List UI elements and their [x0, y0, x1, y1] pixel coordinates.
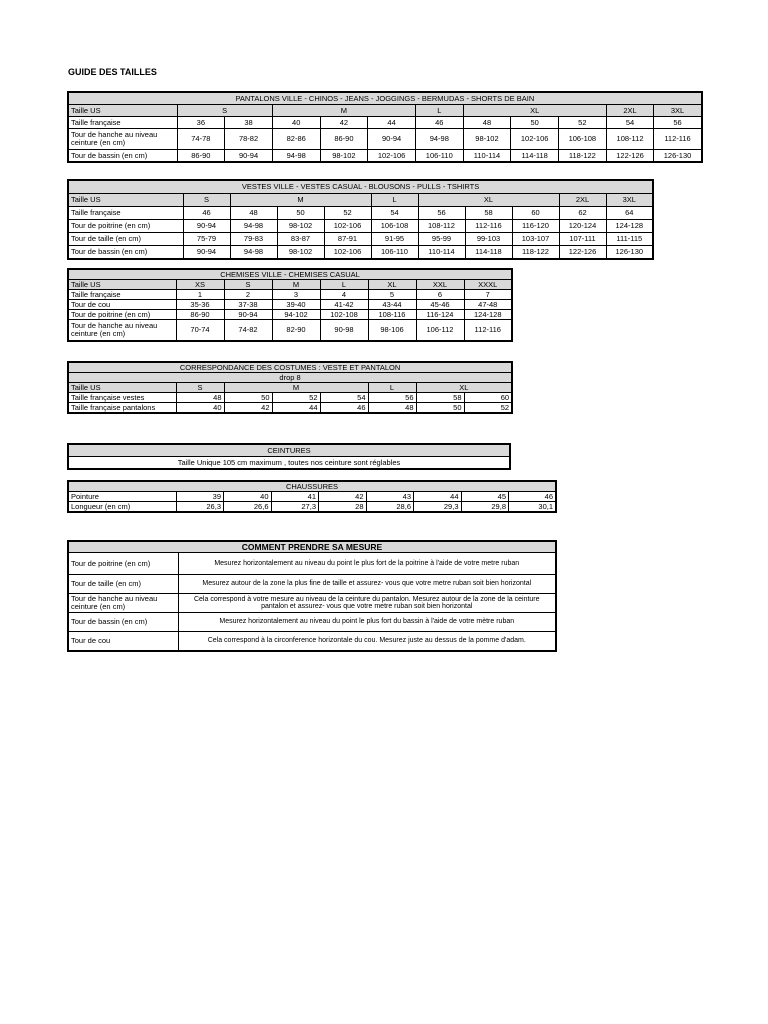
cell: 50 [511, 117, 559, 129]
row-description: Cela correspond à la circonference horizontale du cou. Mesurez juste au dessus de la pomme d'adam. [178, 632, 556, 652]
row-label: Pointure [68, 492, 176, 502]
cell: S [224, 280, 272, 290]
table-row [68, 575, 556, 594]
us-size-cell: M [224, 383, 368, 393]
row-label: Taille US [68, 105, 177, 117]
cell: 42 [320, 117, 368, 129]
cell: 86-90 [320, 129, 368, 150]
cell: 54 [320, 393, 368, 403]
cell: 98-102 [463, 129, 511, 150]
us-size-cell: S [183, 194, 230, 207]
cell: 108-112 [418, 220, 465, 233]
cell: 90-94 [225, 150, 273, 163]
cell: 64 [606, 207, 653, 220]
cell: 46 [509, 492, 557, 502]
row-label: Tour de poitrine (en cm) [68, 220, 183, 233]
cell: 102-108 [320, 310, 368, 320]
cell: XXXL [464, 280, 512, 290]
cell: 40 [224, 492, 272, 502]
vestes-title: VESTES VILLE - VESTES CASUAL - BLOUSONS - PULLS - TSHIRTS [68, 180, 653, 194]
ceintures-table [67, 443, 511, 470]
cell: 52 [272, 393, 320, 403]
row-label: Tour de bassin (en cm) [68, 246, 183, 260]
cell: 83-87 [277, 233, 324, 246]
ceintures-text: Taille Unique 105 cm maximum , toutes nos ceinture sont réglables [68, 457, 510, 470]
cell: 41 [271, 492, 319, 502]
cell: M [272, 280, 320, 290]
table-row [68, 613, 556, 632]
table-row [68, 129, 702, 150]
cell: 98-102 [277, 246, 324, 260]
cell: 48 [176, 393, 224, 403]
cell: 90-94 [224, 310, 272, 320]
pantalons-table [67, 91, 703, 163]
ceintures-title: CEINTURES [68, 444, 510, 457]
cell: 30,1 [509, 502, 557, 513]
cell: 112-116 [464, 320, 512, 342]
cell: 120-124 [559, 220, 606, 233]
row-label: Tour de cou [68, 300, 176, 310]
cell: 50 [224, 393, 272, 403]
row-label: Tour de poitrine (en cm) [68, 310, 176, 320]
table-row [68, 393, 512, 403]
cell: 48 [463, 117, 511, 129]
mesure-title: COMMENT PRENDRE SA MESURE [68, 541, 556, 553]
cell: 110-114 [418, 246, 465, 260]
row-label: Taille française pantalons [68, 403, 176, 414]
table-row [68, 246, 653, 260]
cell: 27,3 [271, 502, 319, 513]
us-size-cell: S [177, 105, 272, 117]
cell: 29,3 [414, 502, 462, 513]
table-row [68, 300, 512, 310]
us-size-cell: S [176, 383, 224, 393]
cell: 106-108 [559, 129, 607, 150]
cell: 39 [176, 492, 224, 502]
pantalons-title: PANTALONS VILLE - CHINOS - JEANS - JOGGINGS - BERMUDAS - SHORTS DE BAIN [68, 92, 702, 105]
table-row [68, 320, 512, 342]
cell: 114-118 [465, 246, 512, 260]
cell: 94-98 [415, 129, 463, 150]
cell: XXL [416, 280, 464, 290]
cell: 98-106 [368, 320, 416, 342]
row-label: Longueur (en cm) [68, 502, 176, 513]
cell: 43 [366, 492, 414, 502]
cell: 106-112 [416, 320, 464, 342]
cell: 43-44 [368, 300, 416, 310]
us-size-cell: L [415, 105, 463, 117]
us-size-cell: XL [416, 383, 512, 393]
cell: 39-40 [272, 300, 320, 310]
cell: 60 [464, 393, 512, 403]
cell: 26,6 [224, 502, 272, 513]
cell: 42 [224, 403, 272, 414]
cell: 41-42 [320, 300, 368, 310]
cell: 58 [465, 207, 512, 220]
cell: 70-74 [176, 320, 224, 342]
row-label: Tour de cou [68, 632, 178, 652]
cell: 44 [272, 403, 320, 414]
cell: 75-79 [183, 233, 230, 246]
cell: 110-114 [463, 150, 511, 163]
cell: 94-98 [230, 220, 277, 233]
cell: 7 [464, 290, 512, 300]
costumes-table [67, 361, 513, 414]
cell: 94-102 [272, 310, 320, 320]
row-description: Mesurez autour de la zone la plus fine de taille et assurez- vous que votre metre ruban soit bien horizontal [178, 575, 556, 594]
row-label: Tour de bassin (en cm) [68, 150, 177, 163]
cell: 44 [368, 117, 416, 129]
table-row [68, 502, 556, 513]
cell: 106-110 [415, 150, 463, 163]
table-row [68, 220, 653, 233]
cell: 44 [414, 492, 462, 502]
table-row [68, 280, 512, 290]
row-label: Tour de hanche au niveau ceinture (en cm) [68, 320, 176, 342]
cell: 47-48 [464, 300, 512, 310]
cell: 82-90 [272, 320, 320, 342]
cell: 74-78 [177, 129, 225, 150]
cell: 52 [559, 117, 607, 129]
cell: 90-94 [183, 220, 230, 233]
chemises-table [67, 268, 513, 342]
cell: 56 [418, 207, 465, 220]
row-label: Taille US [68, 280, 176, 290]
cell: 45-46 [416, 300, 464, 310]
cell: 124-128 [464, 310, 512, 320]
cell: 50 [277, 207, 324, 220]
row-description: Mesurez horizontalement au niveau du point le plus fort de la poitrine à l'aide de votre metre ruban [178, 553, 556, 575]
us-size-cell: L [371, 194, 418, 207]
cell: 114-118 [511, 150, 559, 163]
cell: 102-106 [511, 129, 559, 150]
cell: 90-98 [320, 320, 368, 342]
us-size-cell: 3XL [606, 194, 653, 207]
page-title: GUIDE DES TAILLES [68, 67, 157, 77]
row-label: Tour de taille (en cm) [68, 575, 178, 594]
cell: 86-90 [176, 310, 224, 320]
row-label: Taille US [68, 194, 183, 207]
cell: 126-130 [606, 246, 653, 260]
cell: 46 [320, 403, 368, 414]
cell: 6 [416, 290, 464, 300]
cell: 118-122 [559, 150, 607, 163]
cell: 35-36 [176, 300, 224, 310]
chaussures-title: CHAUSSURES [68, 481, 556, 492]
cell: 5 [368, 290, 416, 300]
cell: 118-122 [512, 246, 559, 260]
cell: 107-111 [559, 233, 606, 246]
cell: 111-115 [606, 233, 653, 246]
table-row [68, 233, 653, 246]
cell: 106-110 [371, 246, 418, 260]
row-label: Tour de hanche au niveau ceinture (en cm) [68, 594, 178, 613]
cell: 90-94 [183, 246, 230, 260]
cell: 38 [225, 117, 273, 129]
table-row [68, 403, 512, 414]
table-row [68, 594, 556, 613]
cell: 54 [371, 207, 418, 220]
row-label: Tour de hanche au niveau ceinture (en cm) [68, 129, 177, 150]
row-label: Tour de taille (en cm) [68, 233, 183, 246]
cell: 74-82 [224, 320, 272, 342]
cell: 98-102 [320, 150, 368, 163]
cell: 26,3 [176, 502, 224, 513]
cell: 82-86 [272, 129, 320, 150]
cell: 46 [415, 117, 463, 129]
cell: 79-83 [230, 233, 277, 246]
table-row [68, 553, 556, 575]
cell: 95-99 [418, 233, 465, 246]
cell: 45 [461, 492, 509, 502]
cell: 102-106 [324, 246, 371, 260]
row-label: Taille française [68, 207, 183, 220]
cell: 102-106 [324, 220, 371, 233]
cell: 126-130 [654, 150, 702, 163]
us-size-cell: M [272, 105, 415, 117]
cell: 29,8 [461, 502, 509, 513]
table-row [68, 150, 702, 163]
cell: 52 [324, 207, 371, 220]
row-label: Taille US [68, 383, 176, 393]
cell: 86-90 [177, 150, 225, 163]
cell: 60 [512, 207, 559, 220]
cell: 58 [416, 393, 464, 403]
row-label: Taille française vestes [68, 393, 176, 403]
cell: 40 [176, 403, 224, 414]
cell: 103-107 [512, 233, 559, 246]
cell: 122-126 [606, 150, 654, 163]
cell: 87-91 [324, 233, 371, 246]
cell: 112-116 [465, 220, 512, 233]
cell: 1 [176, 290, 224, 300]
us-size-cell: 3XL [654, 105, 702, 117]
cell: 2 [224, 290, 272, 300]
cell: 116-124 [416, 310, 464, 320]
costumes-title: CORRESPONDANCE DES COSTUMES : VESTE ET PANTALON [68, 362, 512, 373]
us-size-cell: XL [463, 105, 606, 117]
cell: XS [176, 280, 224, 290]
us-size-cell: M [230, 194, 371, 207]
us-size-cell: L [368, 383, 416, 393]
cell: 3 [272, 290, 320, 300]
cell: 48 [368, 403, 416, 414]
cell: 124-128 [606, 220, 653, 233]
cell: 90-94 [368, 129, 416, 150]
cell: 46 [183, 207, 230, 220]
cell: 91-95 [371, 233, 418, 246]
cell: 40 [272, 117, 320, 129]
cell: 37-38 [224, 300, 272, 310]
row-label: Tour de poitrine (en cm) [68, 553, 178, 575]
table-row [68, 632, 556, 652]
cell: 78-82 [225, 129, 273, 150]
cell: 56 [654, 117, 702, 129]
cell: 36 [177, 117, 225, 129]
cell: 108-112 [606, 129, 654, 150]
cell: 94-98 [230, 246, 277, 260]
row-label: Taille française [68, 117, 177, 129]
mesure-table [67, 540, 557, 652]
cell: 102-106 [368, 150, 416, 163]
costumes-subtitle: drop 8 [68, 373, 512, 383]
table-row [68, 492, 556, 502]
table-row [68, 290, 512, 300]
cell: 50 [416, 403, 464, 414]
us-size-cell: 2XL [606, 105, 654, 117]
table-row [68, 310, 512, 320]
cell: 52 [464, 403, 512, 414]
cell: 116-120 [512, 220, 559, 233]
cell: 54 [606, 117, 654, 129]
cell: 94-98 [272, 150, 320, 163]
vestes-table [67, 179, 654, 260]
us-size-cell: 2XL [559, 194, 606, 207]
table-row [68, 207, 653, 220]
cell: 122-126 [559, 246, 606, 260]
cell: 112-116 [654, 129, 702, 150]
cell: 56 [368, 393, 416, 403]
cell: 108-116 [368, 310, 416, 320]
cell: 48 [230, 207, 277, 220]
cell: 99-103 [465, 233, 512, 246]
cell: 28 [319, 502, 367, 513]
chaussures-table [67, 480, 557, 513]
row-label: Tour de bassin (en cm) [68, 613, 178, 632]
cell: 4 [320, 290, 368, 300]
cell: 42 [319, 492, 367, 502]
us-size-cell: XL [418, 194, 559, 207]
cell: 98-102 [277, 220, 324, 233]
row-description: Cela correspond à votre mesure au niveau de la ceinture du pantalon. Mesurez autour de la zone de la ceinture pantalon et assurez- vous que votre metre ruban soit bien horizontal [178, 594, 556, 613]
cell: XL [368, 280, 416, 290]
row-label: Taille française [68, 290, 176, 300]
cell: 28,6 [366, 502, 414, 513]
cell: L [320, 280, 368, 290]
chemises-title: CHEMISES VILLE - CHEMISES CASUAL [68, 269, 512, 280]
cell: 62 [559, 207, 606, 220]
row-description: Mesurez horizontalement au niveau du point le plus fort du bassin à l'aide de votre mètre ruban [178, 613, 556, 632]
cell: 106-108 [371, 220, 418, 233]
table-row [68, 117, 702, 129]
